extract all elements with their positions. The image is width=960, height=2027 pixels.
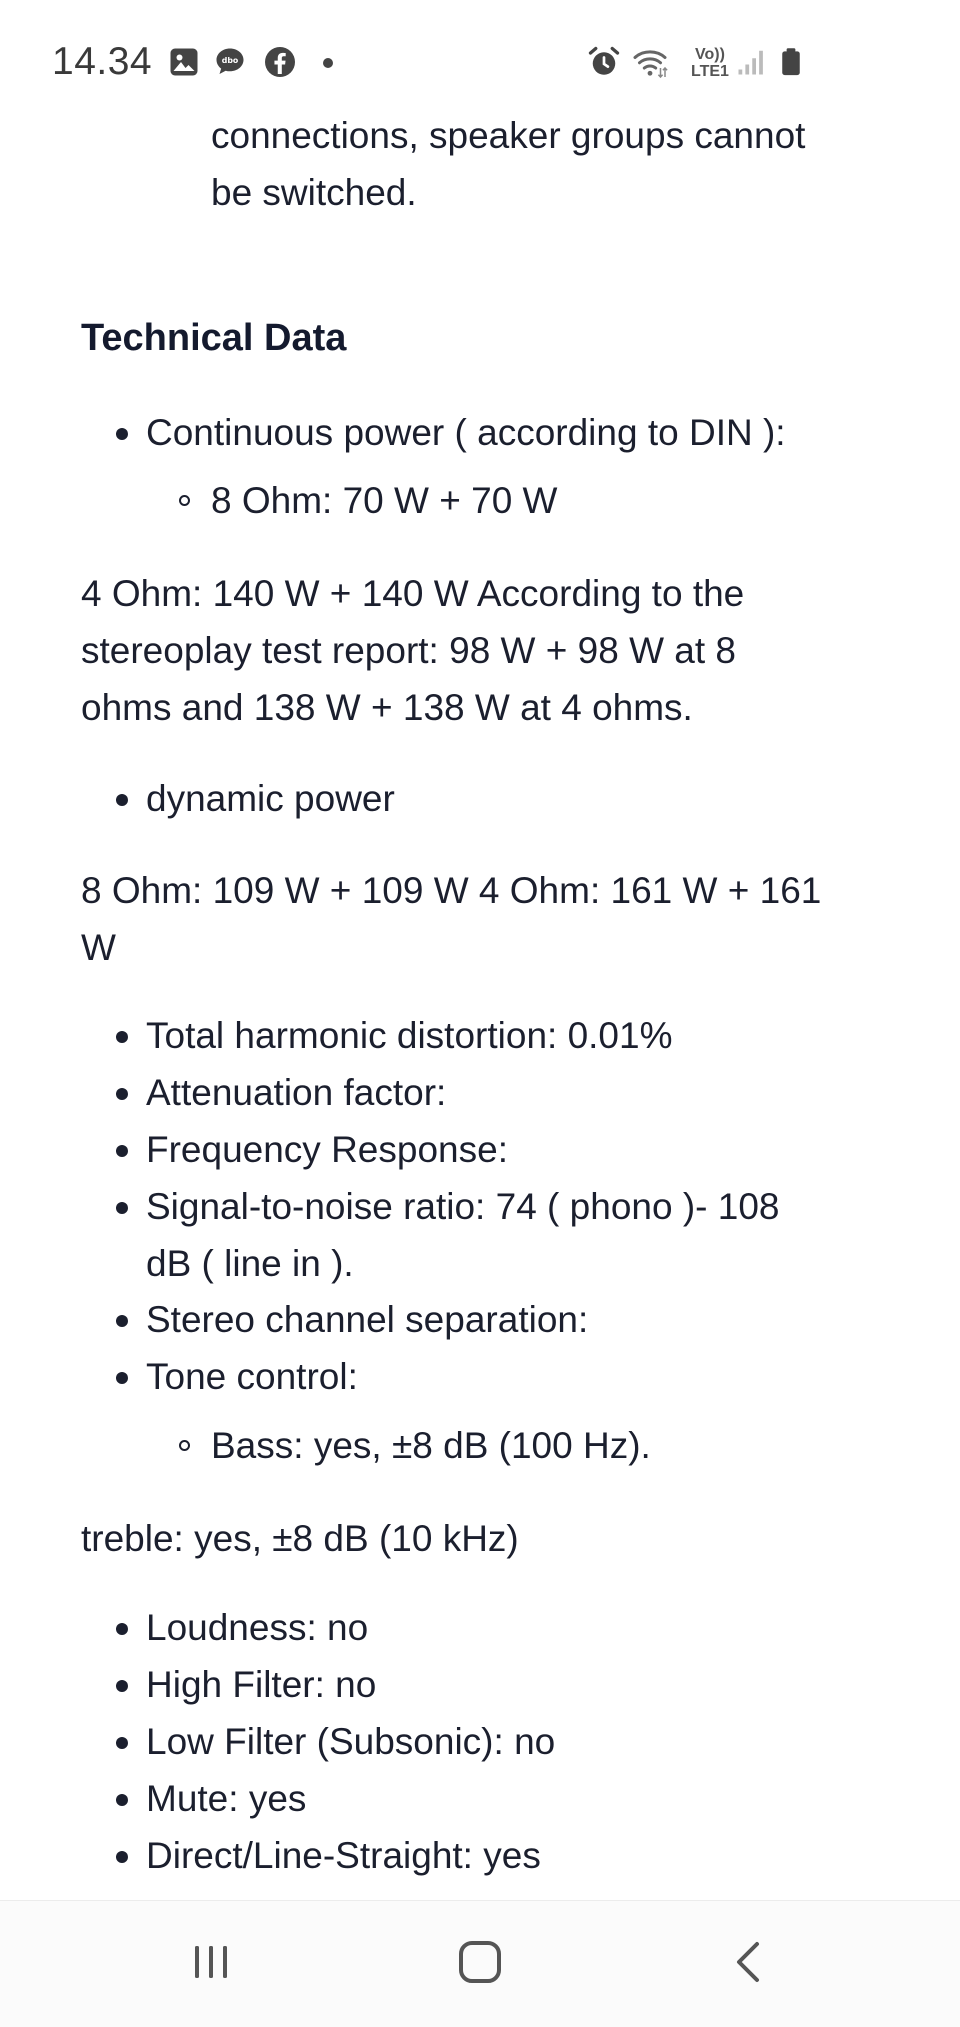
paragraph-dynamic-values bbox=[81, 862, 881, 976]
list-item-mute: Mute: yes bbox=[146, 1770, 886, 1827]
list-item-continuous-power: Continuous power ( according to DIN ): bbox=[146, 404, 886, 461]
section-heading: Technical Data bbox=[81, 317, 347, 359]
home-button[interactable] bbox=[440, 1929, 520, 1995]
lte-label: LTE1 bbox=[691, 63, 729, 80]
list-item-tone-control: Tone control: bbox=[146, 1348, 886, 1405]
paragraph-treble: treble: yes, ±8 dB (10 kHz) bbox=[81, 1518, 519, 1559]
back-icon bbox=[727, 1938, 771, 1986]
svg-text:dbo: dbo bbox=[221, 56, 239, 66]
home-icon bbox=[456, 1938, 504, 1986]
list-item-attenuation: Attenuation factor: bbox=[146, 1064, 886, 1121]
snr-line-2: dB ( line in ). bbox=[146, 1243, 354, 1284]
list-item-dynamic-power: dynamic power bbox=[146, 770, 886, 827]
sub-item-bass: Bass: yes, ±8 dB (100 Hz). bbox=[211, 1417, 891, 1474]
recent-apps-icon bbox=[189, 1940, 233, 1984]
list-item-snr bbox=[146, 1178, 886, 1292]
dynamic-values-line-2: W bbox=[81, 927, 116, 968]
paragraph-4ohm-line-3: ohms and 138 W + 138 W at 4 ohms. bbox=[81, 687, 693, 728]
paragraph-4ohm-line-2: stereoplay test report: 98 W + 98 W at 8 bbox=[81, 630, 736, 671]
continued-line-1: connections, speaker groups cannot bbox=[211, 115, 806, 156]
sub-item-8ohm: 8 Ohm: 70 W + 70 W bbox=[211, 472, 891, 529]
paragraph-4ohm-line-1: 4 Ohm: 140 W + 140 W According to the bbox=[81, 573, 745, 614]
continued-paragraph bbox=[211, 107, 901, 221]
list-item-channel-separation: Stereo channel separation: bbox=[146, 1291, 886, 1348]
list-item-frequency-response: Frequency Response: bbox=[146, 1121, 886, 1178]
paragraph-4ohm bbox=[81, 565, 881, 736]
navigation-bar bbox=[0, 1900, 960, 2027]
volte-label: Vo)) bbox=[695, 46, 725, 63]
list-item-low-filter: Low Filter (Subsonic): no bbox=[146, 1713, 886, 1770]
back-button[interactable] bbox=[709, 1929, 789, 1995]
dynamic-values-line-1: 8 Ohm: 109 W + 109 W 4 Ohm: 161 W + 161 bbox=[81, 870, 822, 911]
list-item-thd: Total harmonic distortion: 0.01% bbox=[146, 1007, 886, 1064]
list-item-loudness: Loudness: no bbox=[146, 1599, 886, 1656]
list-item-high-filter: High Filter: no bbox=[146, 1656, 886, 1713]
continued-line-2: be switched. bbox=[211, 172, 417, 213]
snr-line-1: Signal-to-noise ratio: 74 ( phono )- 108 bbox=[146, 1186, 780, 1227]
status-time: 14.34 bbox=[52, 40, 153, 83]
recent-apps-button[interactable] bbox=[171, 1929, 251, 1995]
list-item-direct-line: Direct/Line-Straight: yes bbox=[146, 1827, 886, 1884]
